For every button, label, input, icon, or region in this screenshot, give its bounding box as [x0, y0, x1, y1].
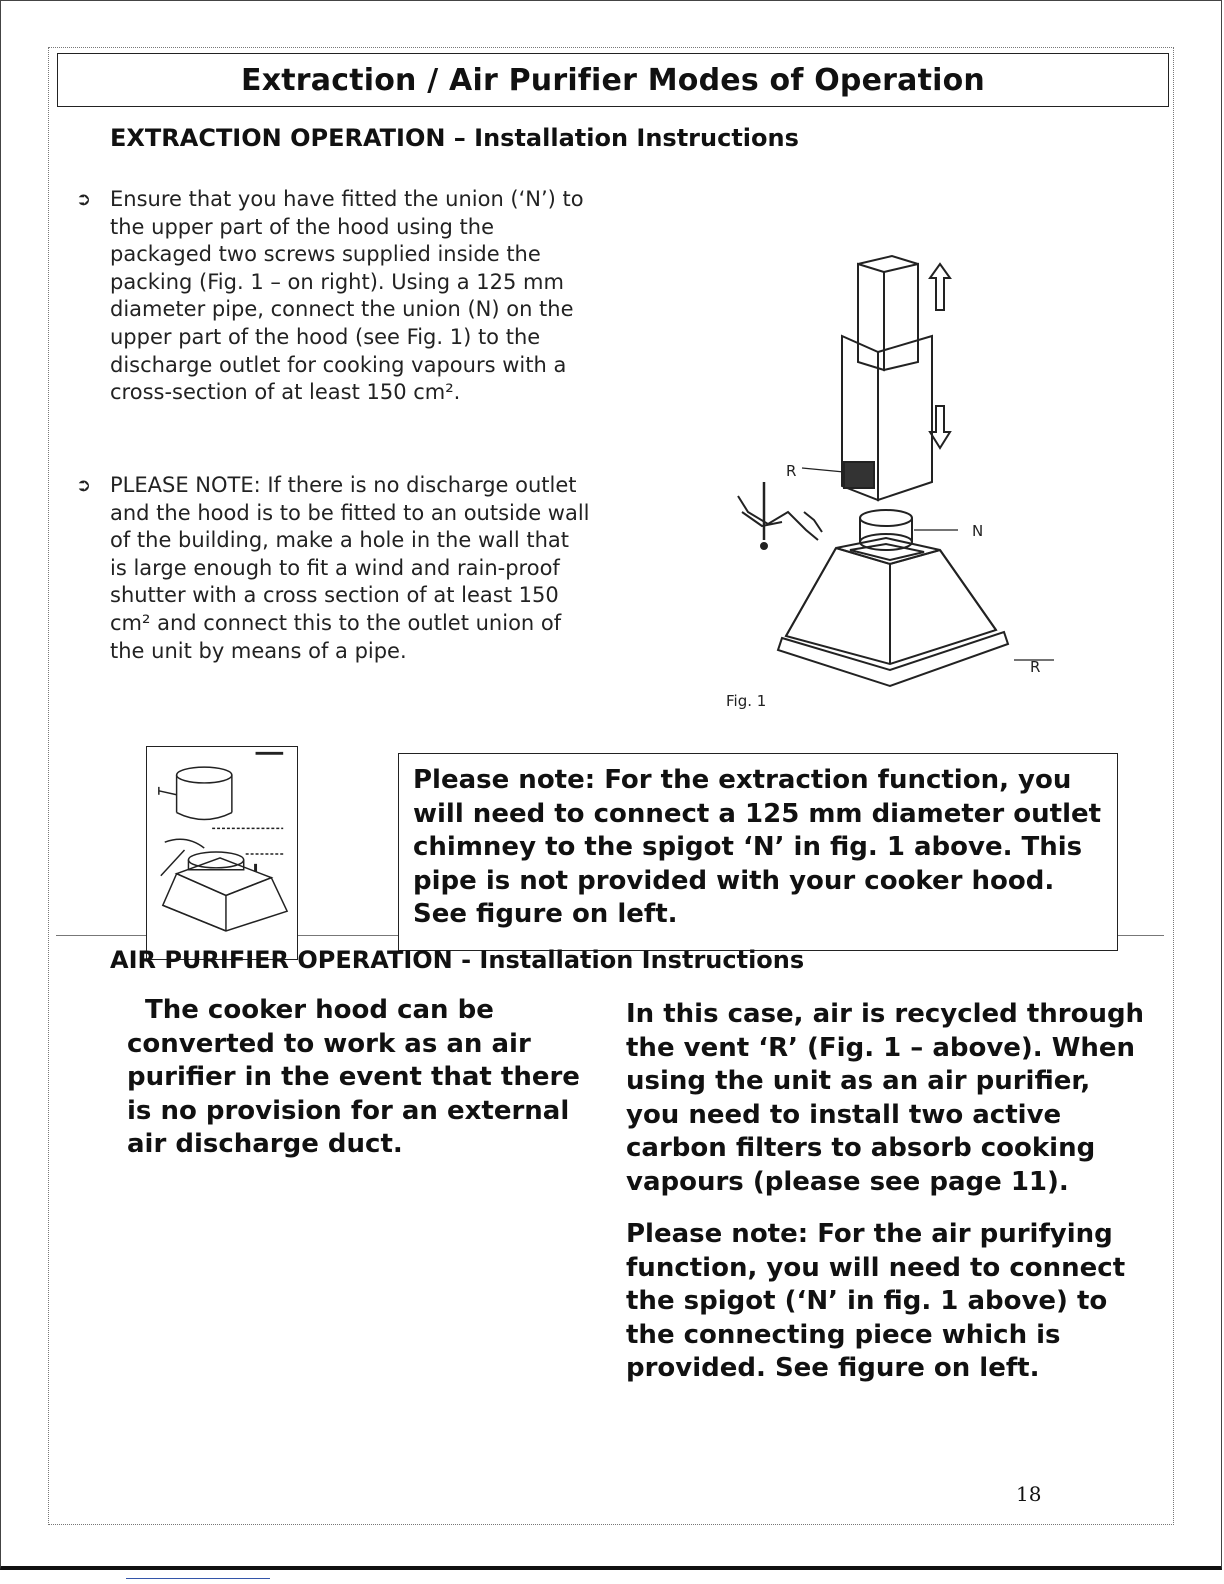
chimney-upper-left — [858, 264, 884, 370]
figure-label-n: N — [972, 522, 984, 540]
figure-caption: Fig. 1 — [726, 692, 767, 710]
extraction-note-box: Please note: For the extraction function, you will need to connect a 125 mm diameter outlet chimney to the spigot ‘N’ in fig. 1 above. This pipe is not provided with your cooker hood. See figure on left. — [398, 753, 1118, 951]
connector-pipe-figure — [146, 746, 298, 960]
page-title: Extraction / Air Purifier Modes of Operation — [57, 53, 1169, 107]
air-purifier-intro: The cooker hood can be converted to work as an air purifier in the event that there is no provision for an external air discharge duct. — [127, 995, 580, 1159]
up-arrow-icon — [930, 264, 950, 310]
bullet-text: Ensure that you have fitted the union (‘N’) to the upper part of the hood using the packaged two screws supplied inside the packing (Fig. 1 – on right). Using a 125 mm diameter pipe, connect the union (N) on the upper part of the hood (see Fig. 1) to the discharge outlet for cooking vapours with a cross-section of at least 150 cm². — [110, 187, 584, 405]
page-number: 18 — [1016, 1482, 1042, 1506]
figure-label-r-bottom: R — [1030, 658, 1041, 676]
chimney-lower-right — [878, 336, 932, 500]
right-arrow-icon: ➲ — [76, 475, 92, 496]
air-purifier-note: Please note: For the air purifying function, you will need to connect the spigot (‘N’ in fig. 1 above) to the connecting piece which is provided. See figure on left. — [626, 1219, 1126, 1383]
footer-rule — [126, 1578, 270, 1579]
chimney-upper-right — [884, 264, 918, 370]
extraction-heading: EXTRACTION OPERATION – Installation Instructions — [110, 124, 799, 152]
cooker-hood-figure — [718, 250, 1078, 730]
air-purifier-heading: AIR PURIFIER OPERATION - Installation Instructions — [110, 946, 805, 974]
air-purifier-details: In this case, air is recycled through the vent ‘R’ (Fig. 1 – above). When using the unit as an air purifier, you need to install two active carbon filters to absorb cooking vapours (please see page 11). — [626, 999, 1145, 1197]
figure-label-r-top: R — [786, 462, 797, 480]
bullet-item — [76, 186, 586, 462]
right-arrow-icon: ➲ — [76, 189, 92, 210]
bullet-text: PLEASE NOTE: If there is no discharge outlet and the hood is to be fitted to an outside wall of the building, make a hole in the wall that is large enough to fit a wind and rain-proof shutter with a cross section of at least 150 cm² and connect this to the outlet union of the unit by means of a pipe. — [110, 473, 590, 663]
bullet-item — [76, 472, 590, 722]
vent-grille — [844, 462, 874, 488]
